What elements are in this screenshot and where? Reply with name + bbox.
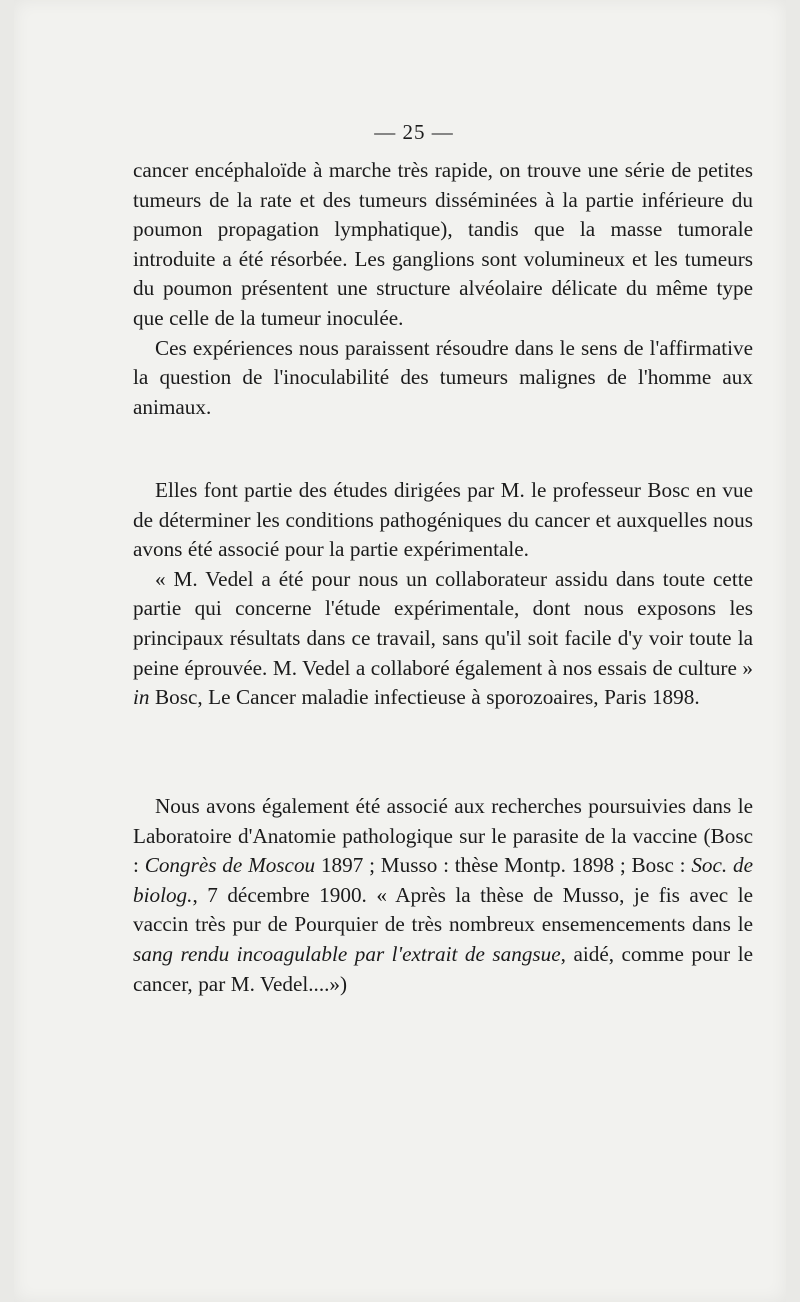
paragraph-4 bbox=[133, 565, 753, 713]
congres-moscou-italic: Congrès de Moscou bbox=[144, 853, 316, 878]
text-block-2 bbox=[133, 476, 753, 713]
book-page bbox=[14, 0, 786, 1302]
text-block-3 bbox=[133, 792, 753, 999]
page-number: — 25 — bbox=[374, 120, 454, 144]
in-italic: in bbox=[133, 685, 150, 710]
text-block-1 bbox=[133, 156, 753, 422]
soc-biolog-italic: Soc. de biolog. bbox=[133, 853, 753, 907]
paragraph-5 bbox=[133, 792, 753, 999]
paragraph-1: cancer encéphaloïde à marche très rapide, on trouve une série de petites tumeurs de la rate et des tumeurs disséminées à la partie inférieure du poumon propagation lymphatique), tandis que la masse tumorale introduite a été résorbée. Les ganglions sont volumineux et les tumeurs du poumon présentent une structure alvéolaire délicate du même type que celle de la tumeur inoculée. bbox=[133, 158, 753, 330]
paragraph-5-part-2: 1897 ; Musso : thèse Montp. 1898 ; Bosc : bbox=[315, 853, 692, 878]
bosc-reference: Bosc, Le Cancer maladie infectieuse à sporozoaires, Paris 1898. bbox=[149, 685, 700, 710]
paragraph-3: Elles font partie des études dirigées par M. le professeur Bosc en vue de déterminer les conditions pathogéniques du cancer et auxquelles nous avons été associé pour la partie expérimentale. bbox=[133, 478, 753, 562]
paragraph-5-part-3: , 7 décembre 1900. « Après la thèse de Musso, je fis avec le vaccin très pur de Pourquier de très nombreux ensemencements dans le bbox=[133, 882, 753, 937]
quote-text: « M. Vedel a été pour nous un collaborateur assidu dans toute cette partie qui concerne l'étude expérimentale, dont nous exposons les principaux résultats dans ce travail, sans qu'il soit facile d'y voir toute la peine éprouvée. M. Vedel a collaboré également à nos essais de culture » bbox=[133, 566, 753, 680]
paragraph-2: Ces expériences nous paraissent résoudre dans le sens de l'affirmative la question de l'inoculabilité des tumeurs malignes de l'homme aux animaux. bbox=[133, 335, 753, 419]
paragraph-5-part-1: Nous avons également été associé aux recherches poursuivies dans le Laboratoire d'Anatomie pathologique sur le parasite de la vaccine (Bosc : bbox=[133, 794, 753, 878]
sang-incoagulable-italic: sang rendu incoagulable par l'extrait de sangsue bbox=[133, 941, 561, 966]
paragraph-5-part-4: , aidé, comme pour le cancer, par M. Vedel....») bbox=[133, 941, 753, 996]
